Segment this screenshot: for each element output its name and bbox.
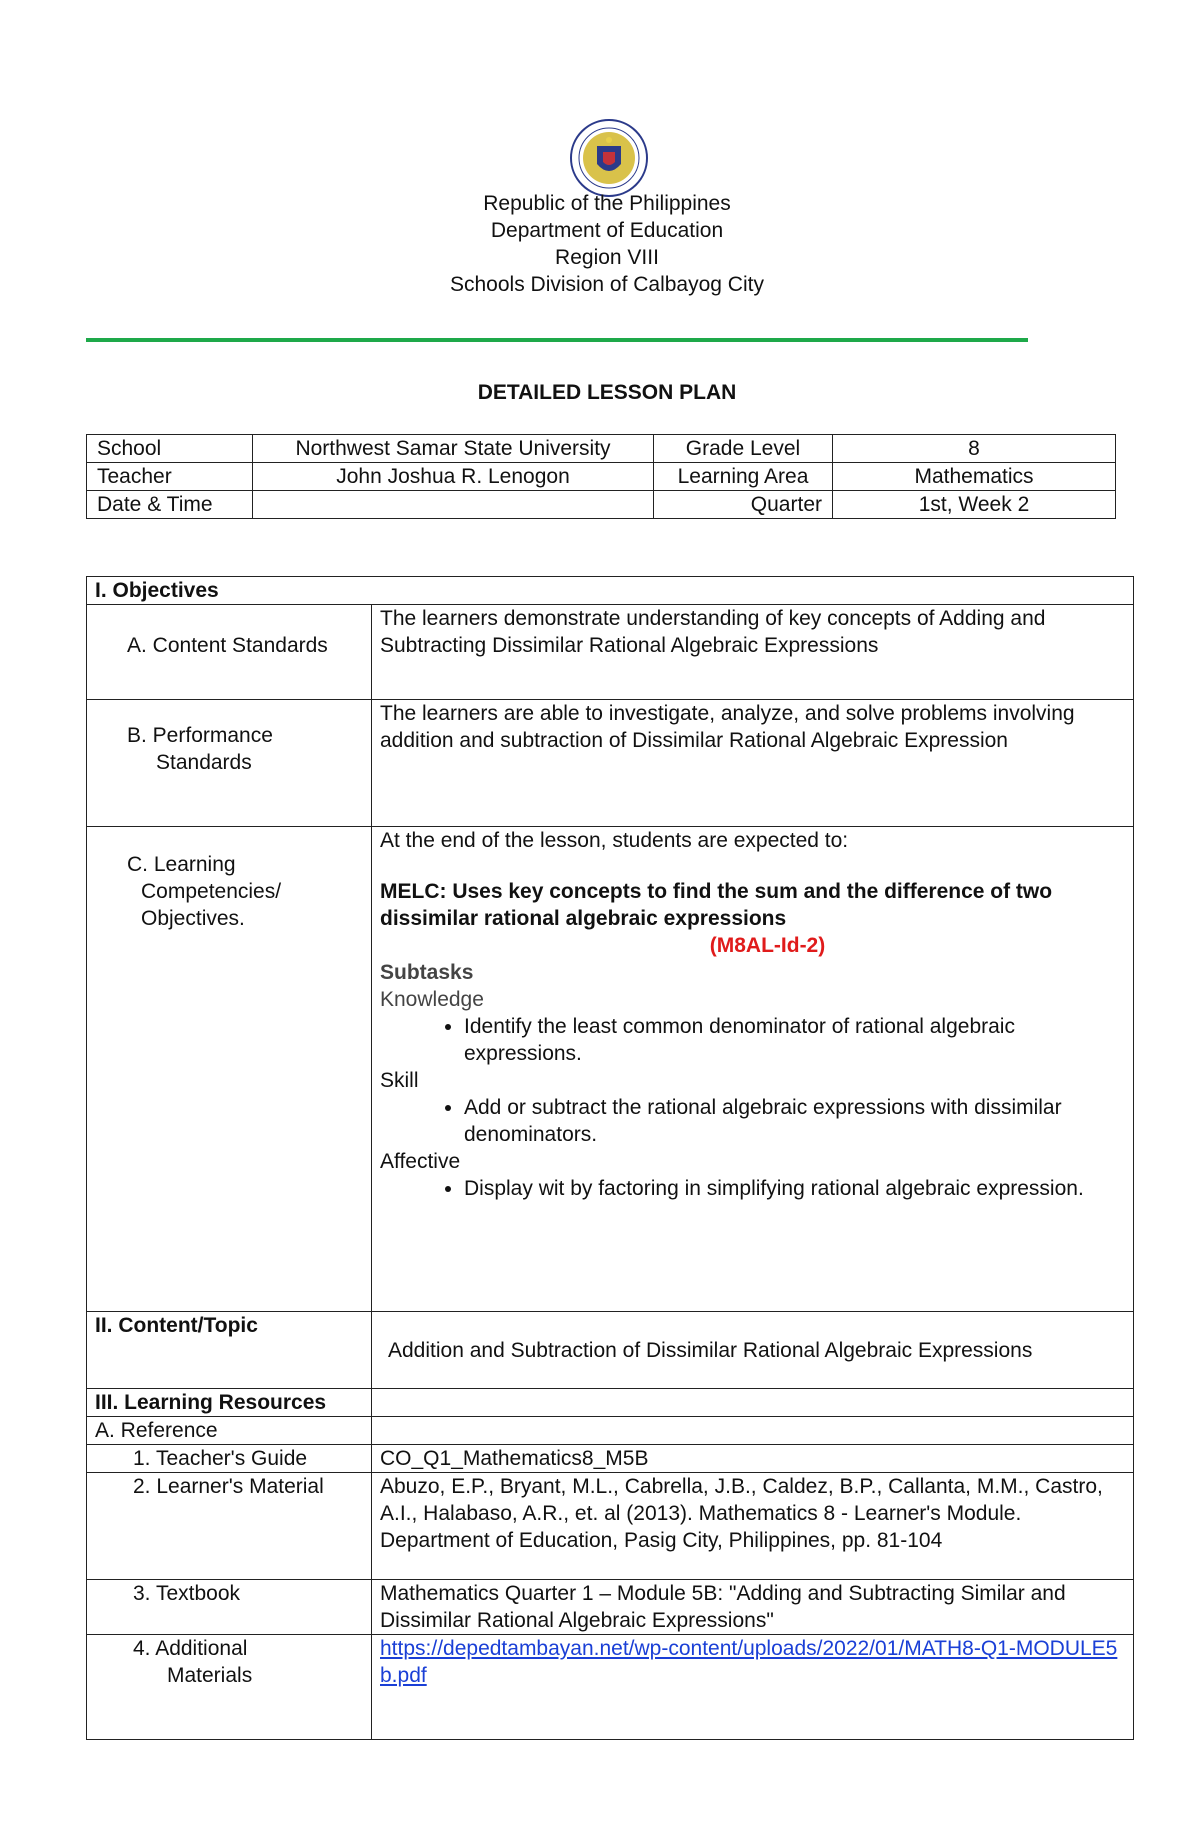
learners-material-label: 2. Learner's Material (87, 1473, 372, 1580)
header-line-3: Region VIII (555, 246, 659, 269)
header-line-4: Schools Division of Calbayog City (450, 273, 764, 296)
teachers-guide-label: 1. Teacher's Guide (87, 1445, 372, 1473)
quarter-value: 1st, Week 2 (833, 491, 1116, 519)
school-value: Northwest Samar State University (253, 435, 654, 463)
reference-label: A. Reference (87, 1417, 372, 1445)
content-standards-label: A. Content Standards (87, 605, 372, 700)
resources-heading: III. Learning Resources (87, 1389, 372, 1417)
teacher-label: Teacher (87, 463, 253, 491)
content-topic-text: Addition and Subtraction of Dissimilar Rational Algebraic Expressions (372, 1312, 1134, 1389)
learners-material-value: Abuzo, E.P., Bryant, M.L., Cabrella, J.B., Caldez, B.P., Callanta, M.M., Castro, A.I., Halabaso, A.R., et. al (2013). Mathematics 8 - Learner's Module. Department of Education, Pasig City, Philippines, pp. 81-104 (372, 1473, 1134, 1580)
grade-label: Grade Level (654, 435, 833, 463)
competency-label-1: C. Learning (127, 853, 236, 876)
additional-materials-value (372, 1635, 1134, 1740)
affective-item: • Display wit by factoring in simplifying rational algebraic expression. (464, 1175, 1125, 1202)
competency-label-3: Objectives. (141, 907, 245, 930)
additional-materials-link[interactable]: https://depedtambayan.net/wp-content/uploads/2022/01/MATH8-Q1-MODULE5b.pdf (380, 1637, 1118, 1687)
school-label: School (87, 435, 253, 463)
competencies-label (87, 827, 372, 1312)
objectives-heading: I. Objectives (87, 577, 1134, 605)
knowledge-list (380, 1013, 1125, 1067)
quarter-label: Quarter (654, 491, 833, 519)
teachers-guide-value: CO_Q1_Mathematics8_M5B (372, 1445, 1134, 1473)
skill-item: • Add or subtract the rational algebraic expressions with dissimilar denominators. (464, 1094, 1125, 1148)
skill-list (380, 1094, 1125, 1148)
performance-label-2: Standards (156, 751, 252, 774)
agency-header (0, 190, 1200, 298)
additional-label-2: Materials (167, 1664, 253, 1687)
textbook-label: 3. Textbook (87, 1580, 372, 1635)
affective-list (380, 1175, 1125, 1202)
content-topic-heading: II. Content/Topic (87, 1312, 372, 1389)
area-label: Learning Area (654, 463, 833, 491)
page-title: DETAILED LESSON PLAN (477, 381, 737, 404)
area-value: Mathematics (833, 463, 1116, 491)
knowledge-heading: Knowledge (380, 988, 484, 1011)
skill-heading: Skill (380, 1069, 419, 1092)
lesson-plan-table (86, 576, 1134, 1740)
melc-text: MELC: Uses key concepts to find the sum and the difference of two dissimilar rational algebraic expressions (380, 880, 1053, 930)
deped-seal-icon (569, 118, 649, 198)
competency-label-2: Competencies/ (141, 880, 282, 903)
header-divider (86, 338, 1028, 342)
competencies-content (372, 827, 1134, 1312)
melc-code: (M8AL-Id-2) (709, 934, 826, 957)
date-value (253, 491, 654, 519)
performance-label-1: B. Performance (127, 724, 273, 747)
date-label: Date & Time (87, 491, 253, 519)
additional-materials-label (87, 1635, 372, 1740)
grade-value: 8 (833, 435, 1116, 463)
resources-heading-blank (372, 1389, 1134, 1417)
content-standards-text: The learners demonstrate understanding of key concepts of Adding and Subtracting Dissimilar Rational Algebraic Expressions (372, 605, 1134, 700)
header-line-2: Department of Education (490, 219, 724, 242)
reference-blank (372, 1417, 1134, 1445)
teacher-value: John Joshua R. Lenogon (253, 463, 654, 491)
additional-label-1: 4. Additional (133, 1637, 248, 1660)
textbook-value: Mathematics Quarter 1 – Module 5B: "Adding and Subtracting Similar and Dissimilar Rational Algebraic Expressions" (372, 1580, 1134, 1635)
subtasks-heading: Subtasks (380, 961, 474, 984)
affective-heading: Affective (380, 1150, 461, 1173)
performance-standards-text: The learners are able to investigate, analyze, and solve problems involving addition and subtraction of Dissimilar Rational Algebraic Expression (372, 700, 1134, 827)
header-line-1: Republic of the Philippines (483, 192, 731, 215)
objectives-intro: At the end of the lesson, students are expected to: (380, 829, 849, 852)
performance-standards-label (87, 700, 372, 827)
knowledge-item: • Identify the least common denominator of rational algebraic expressions. (464, 1013, 1125, 1067)
info-table (86, 434, 1116, 519)
